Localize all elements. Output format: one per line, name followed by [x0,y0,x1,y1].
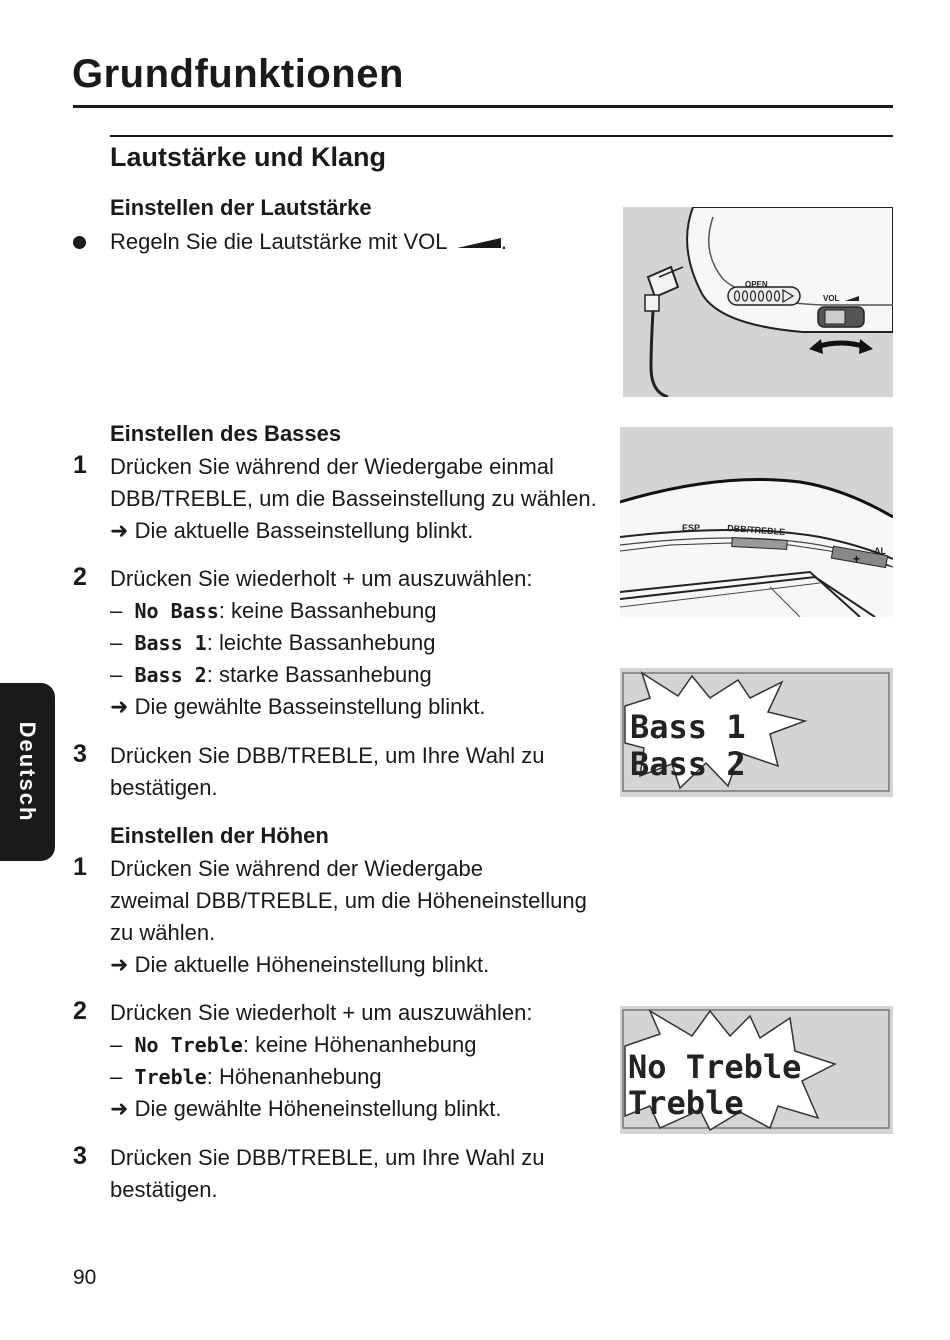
treble-step1-result [110,949,489,981]
section-rule [110,135,893,137]
option-desc: : starke Bassanhebung [206,662,432,687]
lcd-bass-line2: Bass 2 [630,745,746,783]
step-number: 3 [73,740,87,768]
section-title: Lautstärke und Klang [110,142,387,172]
lcd-bass-line1: Bass 1 [630,708,746,746]
option-item: – Treble: Höhenanhebung [110,1064,382,1089]
step-number: 1 [73,451,87,479]
lcd-treble-line1: No Treble [628,1048,802,1086]
treble-step1-line1: Drücken Sie während der Wiedergabe [110,856,483,881]
volume-instruction [110,226,507,258]
arrow-right-icon: ➜ [110,518,129,543]
step-number: 2 [73,997,87,1025]
result-text: Die gewählte Basseinstellung blinkt. [134,694,486,719]
option-item: – No Bass: keine Bassanhebung [110,598,437,623]
option-code: Treble [134,1065,207,1089]
open-label: OPEN [745,280,768,289]
treble-step3-line2: bestätigen. [110,1177,218,1202]
page-title: Grundfunktionen [72,52,404,96]
dbb-treble-button-illustration [620,427,893,617]
volume-period: . [500,229,507,254]
result-text: Die gewählte Höheneinstellung blinkt. [134,1096,502,1121]
lcd-treble-line2: Treble [628,1084,744,1122]
bass-step1-line1: Drücken Sie während der Wiedergabe einmal [110,454,554,479]
player-volume-illustration [623,207,893,397]
treble-step3-line1: Drücken Sie DBB/TREBLE, um Ihre Wahl zu [110,1145,545,1170]
treble-step1-line3: zu wählen. [110,920,216,945]
bass-heading: Einstellen des Basses [110,421,342,446]
option-code: No Treble [134,1033,243,1057]
option-desc: : keine Bassanhebung [218,598,437,623]
lcd-bass-display [620,668,893,797]
esp-label: ESP [682,523,701,533]
arrow-right-icon: ➜ [110,694,129,719]
plus-label: + [853,552,861,566]
vol-label: VOL [823,294,840,303]
bass-step2-result [110,691,486,723]
option-item: – Bass 1: leichte Bassanhebung [110,630,436,655]
al-label: AL [874,546,886,556]
option-desc: : keine Höhenanhebung [242,1032,477,1057]
bass-step3-line2: bestätigen. [110,775,218,800]
step-number: 1 [73,853,87,881]
treble-step2-intro: Drücken Sie wiederholt + um auszuwählen: [110,1000,533,1025]
option-desc: : leichte Bassanhebung [206,630,436,655]
option-item: – No Treble: keine Höhenanhebung [110,1032,477,1057]
bass-step1-line2: DBB/TREBLE, um die Basseinstellung zu wählen. [110,486,597,511]
page-number: 90 [73,1266,97,1289]
dbb-treble-label: DBB/TREBLE [726,523,786,538]
step-number: 3 [73,1142,87,1170]
language-tab [0,683,55,861]
bass-step1-result [110,515,473,547]
step-number: 2 [73,563,87,591]
bass-step2-intro: Drücken Sie wiederholt + um auszuwählen: [110,566,533,591]
arrow-right-icon: ➜ [110,952,129,977]
arrow-right-icon: ➜ [110,1096,129,1121]
option-code: Bass 1 [134,631,207,655]
treble-step2-result [110,1093,501,1125]
option-code: Bass 2 [134,663,207,687]
lcd-treble-display [620,1006,893,1134]
treble-heading: Einstellen der Höhen [110,823,329,848]
result-text: Die aktuelle Höheneinstellung blinkt. [134,952,490,977]
option-item: – Bass 2: starke Bassanhebung [110,662,432,687]
language-label: Deutsch [15,721,40,823]
treble-step1-line2: zweimal DBB/TREBLE, um die Höheneinstellung [110,888,587,913]
title-rule [73,105,893,108]
bullet-icon [73,236,86,249]
result-text: Die aktuelle Basseinstellung blinkt. [134,518,474,543]
option-desc: : Höhenanhebung [206,1064,382,1089]
volume-heading: Einstellen der Lautstärke [110,195,372,220]
volume-text: Regeln Sie die Lautstärke mit VOL [110,229,447,254]
option-code: No Bass [134,599,219,623]
volume-wedge-icon [457,236,501,250]
bass-step3-line1: Drücken Sie DBB/TREBLE, um Ihre Wahl zu [110,743,545,768]
